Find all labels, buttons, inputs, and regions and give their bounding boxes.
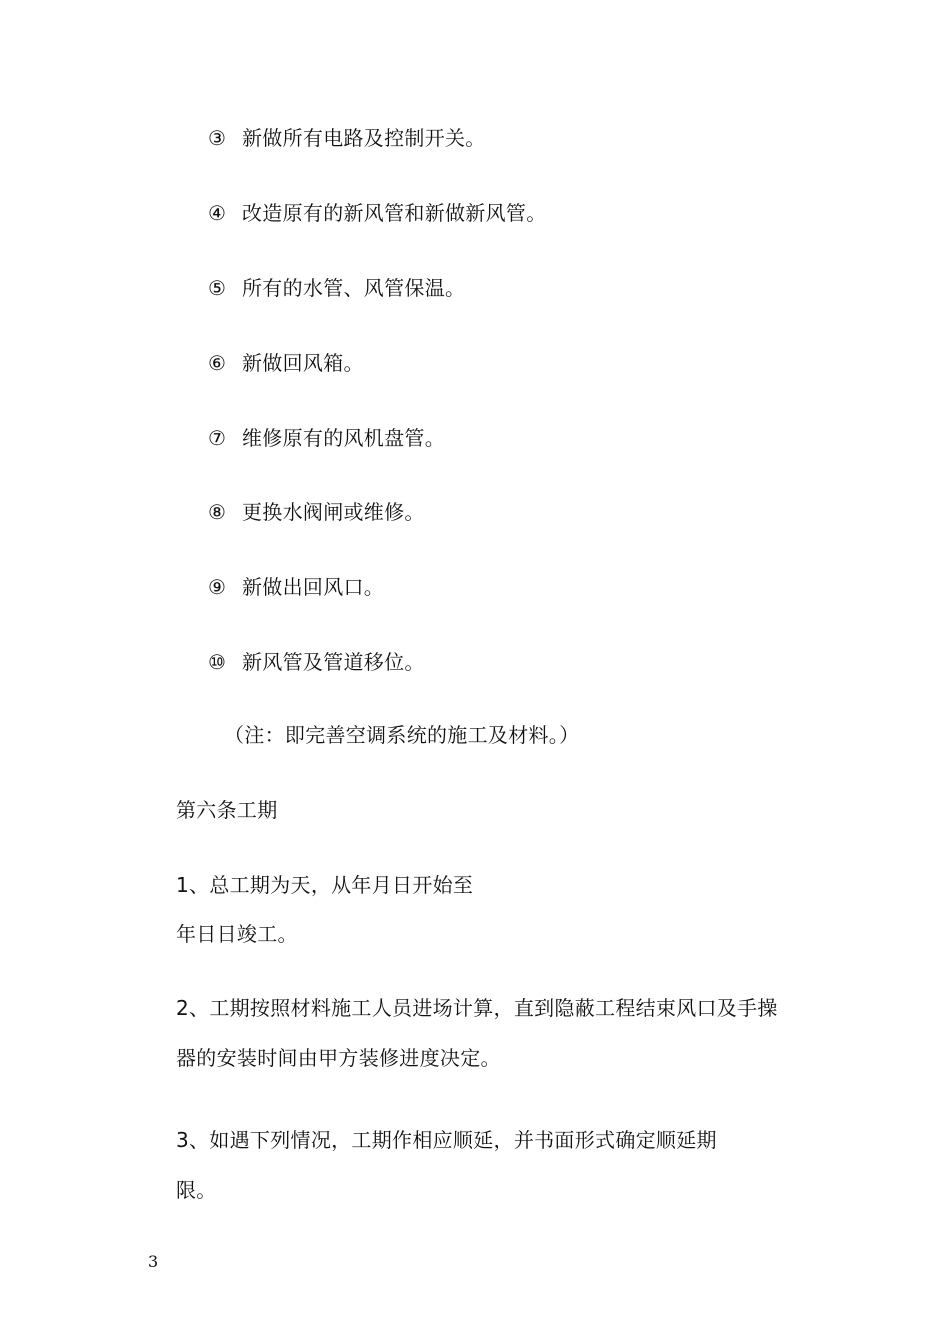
item-number: ⑥ — [208, 351, 227, 375]
item-text: 新做出回风口。 — [242, 575, 385, 599]
list-item — [208, 424, 445, 452]
page-number: 3 — [148, 1252, 159, 1271]
item-number: ⑤ — [208, 276, 227, 300]
list-item — [208, 498, 425, 526]
paragraph-line: 3、如遇下列情况，工期作相应顺延，并书面形式确定顺延期 — [176, 1128, 717, 1152]
item-text: 维修原有的风机盘管。 — [242, 426, 445, 450]
list-item — [208, 274, 465, 302]
list-item — [208, 349, 364, 377]
list-item — [208, 124, 486, 152]
item-text: 新做回风箱。 — [242, 351, 364, 375]
item-text: 新风管及管道移位。 — [242, 650, 425, 674]
item-number: ⑧ — [208, 500, 227, 524]
item-number: ⑨ — [208, 575, 227, 599]
paragraph-line: 器的安装时间由甲方装修进度决定。 — [176, 1046, 501, 1070]
item-number: ④ — [208, 201, 227, 225]
list-item — [208, 648, 425, 676]
paragraph-line: 年日日竣工。 — [176, 922, 298, 946]
item-number: ⑩ — [208, 650, 227, 674]
note-text: （注：即完善空调系统的施工及材料。） — [224, 723, 580, 747]
item-text: 新做所有电路及控制开关。 — [242, 126, 486, 150]
item-text: 所有的水管、风管保温。 — [242, 276, 466, 300]
paragraph-line: 2、工期按照材料施工人员进场计算，直到隐蔽工程结束风口及手操 — [176, 996, 778, 1020]
section-title: 第六条工期 — [176, 798, 278, 822]
item-text: 改造原有的新风管和新做新风管。 — [242, 201, 547, 225]
item-number: ③ — [208, 126, 227, 150]
list-item — [208, 199, 547, 227]
paragraph-line: 限。 — [176, 1178, 217, 1202]
list-item — [208, 573, 384, 601]
item-number: ⑦ — [208, 426, 227, 450]
item-text: 更换水阀闸或维修。 — [242, 500, 425, 524]
paragraph-line: 1、总工期为天，从年月日开始至 — [176, 873, 474, 897]
